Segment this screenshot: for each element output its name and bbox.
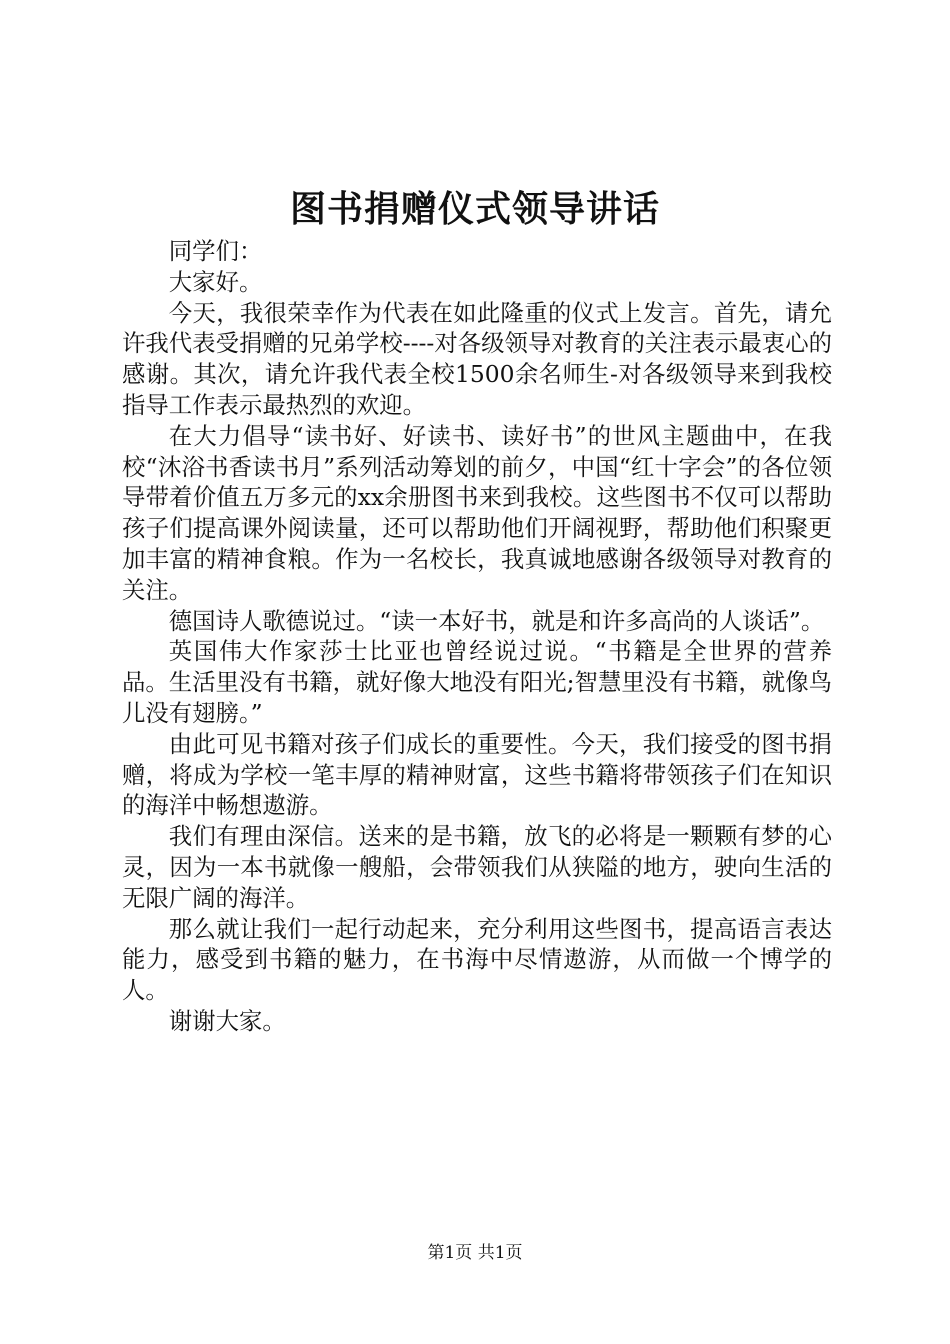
paragraph-closing: 谢谢大家。 [168, 1006, 286, 1035]
paragraph: 今天，我很荣幸作为代表在如此隆重的仪式上发言。首先，请允许我代表受捐赠的兄弟学校----对各级领导对教育的关注表示最衷心的感谢。其次，请允许我代表全校1500余名师生-对各级领导来到我校指导工作表示最热烈的欢迎。 [122, 298, 832, 419]
paragraph-greeting: 大家好。 [168, 267, 263, 296]
paragraph: 在大力倡导“读书好、好读书、读好书”的世风主题曲中，在我校“沐浴书香读书月”系列活动筹划的前夕，中国“红十字会”的各位领导带着价值五万多元的xx余册图书来到我校。这些图书不仅可以帮助孩子们提高课外阅读量，还可以帮助他们开阔视野，帮助他们积聚更加丰富的精神食粮。作为一名校长，我真诚地感谢各级领导对教育的关注。 [122, 421, 832, 604]
paragraph: 由此可见书籍对孩子们成长的重要性。今天，我们接受的图书捐赠，将成为学校一笔丰厚的精神财富，这些书籍将带领孩子们在知识的海洋中畅想遨游。 [122, 729, 832, 820]
paragraph: 我们有理由深信。送来的是书籍，放飞的必将是一颗颗有梦的心灵，因为一本书就像一艘船，会带领我们从狭隘的地方，驶向生活的无限广阔的海洋。 [122, 822, 832, 912]
paragraph: 德国诗人歌德说过。“读一本好书，就是和许多高尚的人谈话”。 [168, 606, 825, 635]
paragraph-salutation: 同学们： [168, 237, 263, 265]
document-title: 图书捐赠仪式领导讲话 [289, 188, 660, 230]
document-body [122, 236, 832, 1037]
paragraph: 那么就让我们一起行动起来，充分利用这些图书，提高语言表达能力，感受到书籍的魅力，在书海中尽情遨游，从而做一个博学的人。 [122, 914, 832, 1005]
page-footer: 第1页 共1页 [427, 1243, 523, 1263]
paragraph: 英国伟大作家莎士比亚也曾经说过说。“书籍是全世界的营养品。生活里没有书籍，就好像大地没有阳光;智慧里没有书籍，就像鸟儿没有翅膀。” [122, 637, 832, 727]
